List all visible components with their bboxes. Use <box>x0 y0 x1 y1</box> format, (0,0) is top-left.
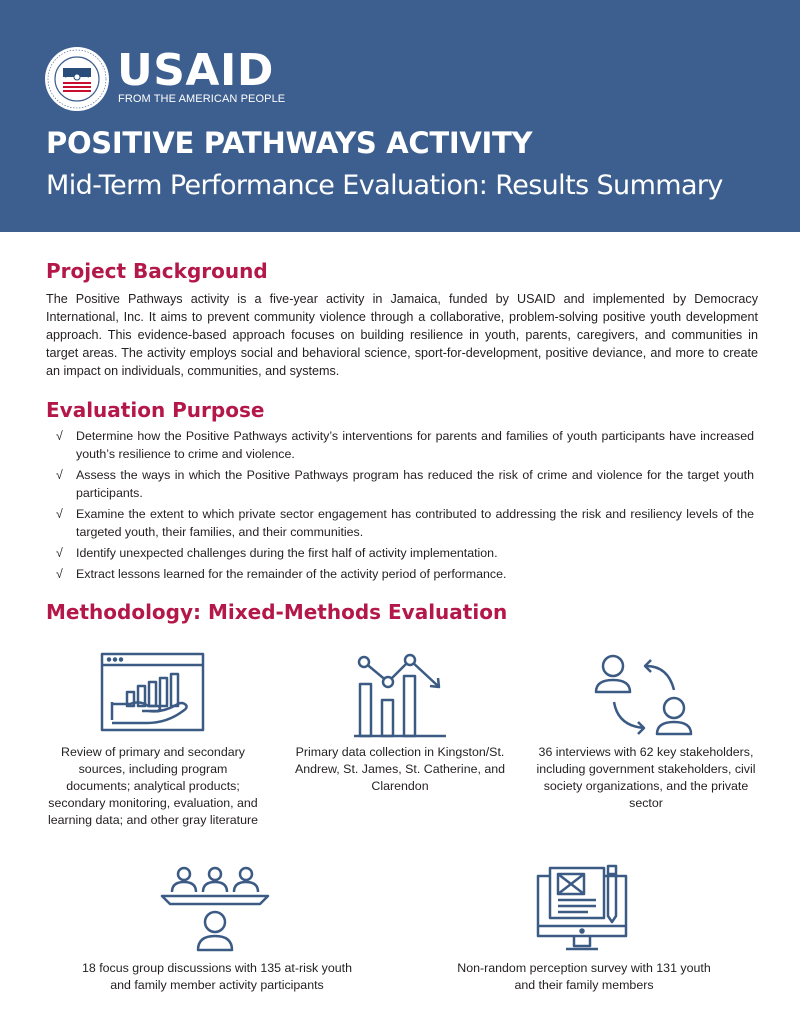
purpose-list <box>56 427 754 586</box>
usaid-tagline: FROM THE AMERICAN PEOPLE <box>118 93 286 105</box>
checkmark-icon: √ <box>56 507 63 521</box>
page-subtitle: Mid-Term Performance Evaluation: Results Summary <box>46 170 723 201</box>
usaid-logo-text: USAID <box>117 45 274 96</box>
list-item: √ Extract lessons learned for the remainder of the activity period of performance. <box>56 567 507 581</box>
checkmark-icon: √ <box>56 546 63 560</box>
method-focus-groups-text: 18 focus group discussions with 135 at-risk youth and family member activity participants <box>82 961 352 992</box>
checkmark-icon: √ <box>56 429 63 443</box>
methodology-heading: Methodology: Mixed-Methods Evaluation <box>46 600 508 624</box>
list-item: √ Assess the ways in which the Positive Pathways program has reduced the risk of crime and violence for the target youth participants. <box>56 468 754 500</box>
evaluation-purpose-heading: Evaluation Purpose <box>46 398 265 422</box>
interview-exchange-icon <box>594 652 700 738</box>
focus-group-icon <box>160 866 270 952</box>
usaid-seal-icon <box>44 46 110 112</box>
list-item: √ Identify unexpected challenges during the first half of activity implementation. <box>56 546 498 560</box>
project-background-heading: Project Background <box>46 259 268 283</box>
bar-line-chart-icon <box>352 650 448 740</box>
project-background-text: The Positive Pathways activity is a five-year activity in Jamaica, funded by USAID and implemented by Democracy International, Inc. It aims to prevent community violence through a collaborative, problem-solving positive youth development approach. This evidence-based approach focuses on building resilience in youth, parents, caregivers, and communities in target areas. The activity employs social and behavioral science, sport-for-development, positive deviance, and more to create an impact on individuals, communities, and systems. <box>46 292 758 378</box>
document-review-chart-hand-icon <box>100 652 206 734</box>
list-item: √ Examine the extent to which private sector engagement has contributed to addressing the risk and resiliency levels of the targeted youth, their families, and their communities. <box>56 507 754 539</box>
page-title: POSITIVE PATHWAYS ACTIVITY <box>46 126 533 160</box>
method-survey-text: Non-random perception survey with 131 youth and their family members <box>457 961 711 992</box>
method-desk-review-text: Review of primary and secondary sources, including program documents; analytical products; secondary monitoring, evaluation, and learning data; and other gray literature <box>47 745 259 827</box>
survey-monitor-icon <box>536 862 628 952</box>
method-primary-data-text: Primary data collection in Kingston/St. Andrew, St. James, St. Catherine, and Clarendon <box>294 745 506 793</box>
method-interviews-text: 36 interviews with 62 key stakeholders, including government stakeholders, civil society organizations, and the private sector <box>536 745 756 810</box>
list-item: √ Determine how the Positive Pathways activity’s interventions for parents and families of youth participants have increased youth’s resilience to crime and violence. <box>56 429 754 461</box>
checkmark-icon: √ <box>56 567 63 581</box>
checkmark-icon: √ <box>56 468 63 482</box>
header-banner <box>0 0 800 232</box>
